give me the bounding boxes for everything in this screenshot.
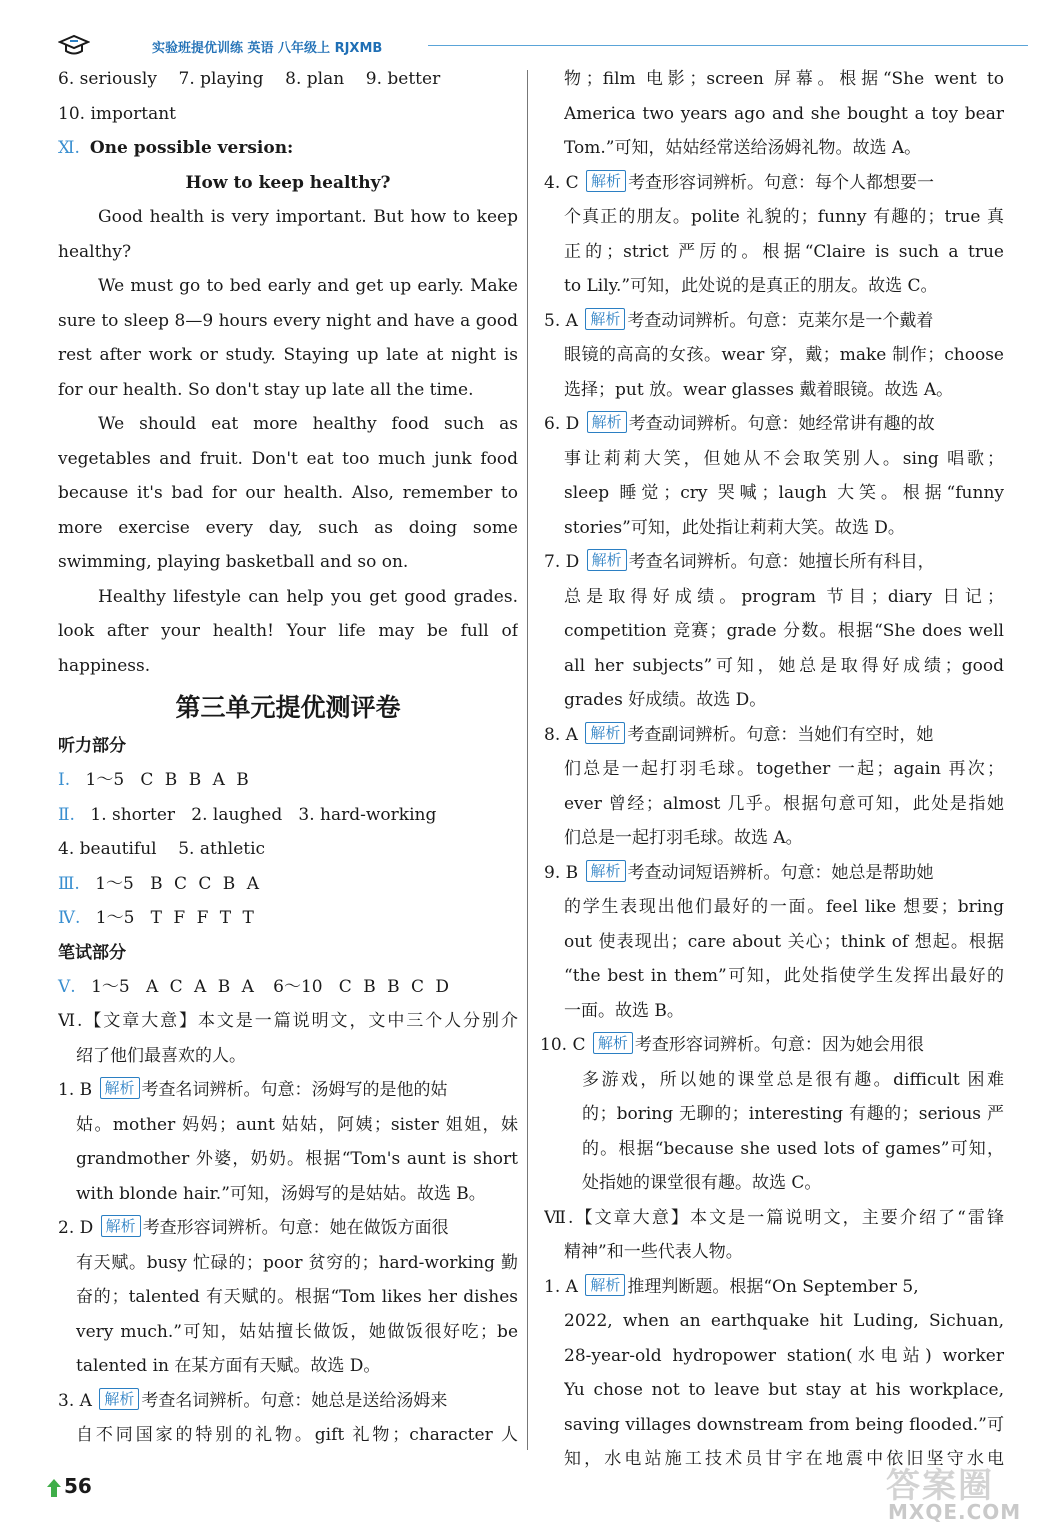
text-line: 28-year-old hydropower station(水电站) worker xyxy=(564,1345,1004,1366)
question-number: 5. A xyxy=(544,310,578,331)
question-9 xyxy=(544,856,1004,1029)
watermark-url: MXQE.COM xyxy=(888,1500,1022,1524)
watermark-logo xyxy=(884,1456,1034,1526)
question-1 xyxy=(58,1073,518,1211)
section-iv xyxy=(58,901,518,936)
text-line: vegetables and fruit. Don't eat too much junk food xyxy=(58,448,518,469)
roman-numeral: Ⅳ. xyxy=(58,908,81,928)
analysis-tag: 解析 xyxy=(585,308,625,330)
section-xi xyxy=(58,131,518,166)
page-header xyxy=(50,30,1030,60)
answer-item: 4. beautiful xyxy=(58,839,157,859)
text-line: 的。根据“because she used lots of games”可知， xyxy=(582,1138,1004,1159)
text-line: 2022, when an earthquake hit Luding, Sichuan, xyxy=(564,1311,1004,1331)
text-line: 眼镜的高高的女孩。wear 穿，戴；make 制作；choose xyxy=(564,345,1004,365)
question-10 xyxy=(540,1028,1004,1201)
text-line: to Lily.”可知，此处说的是真正的朋友。故选 C。 xyxy=(564,276,938,296)
analysis-tag: 解析 xyxy=(593,1032,633,1054)
text-line: all her subjects”可知，她总是取得好成绩；good xyxy=(564,655,1004,676)
analysis-tag: 解析 xyxy=(587,549,627,571)
text-line: saving villages downstream from being flooded.”可 xyxy=(564,1414,1004,1435)
text-line: rest after work or study. Staying up late at night is xyxy=(58,345,518,365)
answer-line: 10. important xyxy=(58,103,176,124)
analysis-tag: 解析 xyxy=(585,722,625,744)
graduation-cap-icon xyxy=(58,34,90,56)
text-line: America two years ago and she bought a toy bear xyxy=(564,103,1004,124)
text-line: 选择；put 放。wear glasses 戴着眼镜。故选 A。 xyxy=(564,379,954,400)
analysis-tag: 解析 xyxy=(587,411,627,433)
text-line: 考查名词辨析。句意：她总是送给汤姆来 xyxy=(141,1390,448,1411)
text-line: with blonde hair.”可知，汤姆写的是姑姑。故选 B。 xyxy=(76,1183,486,1204)
text-line: 的学生表现出他们最好的一面。feel like 想要；bring xyxy=(564,897,1004,917)
question-number: 7. D xyxy=(544,552,580,572)
answer-item: 3. hard-working xyxy=(298,804,437,825)
text-line: 考查形容词辨析。句意：每个人都想要一 xyxy=(628,172,935,193)
left-column xyxy=(58,62,518,1453)
text-line: competition 竞赛；grade 分数。根据“She does well xyxy=(564,621,1004,641)
text-line: stories”可知，此处指让莉莉大笑。故选 D。 xyxy=(564,517,905,538)
text-line: look after your health! Your life may be full of xyxy=(58,621,518,641)
up-arrow-icon xyxy=(46,1478,62,1498)
question-number: 6. D xyxy=(544,414,580,434)
reading-question-1 xyxy=(544,1270,1004,1477)
text-line: out 使表现出；care about 关心；think of 想起。根据 xyxy=(564,931,1004,952)
text-line: 考查形容词辨析。句意：她在做饭方面很 xyxy=(142,1218,449,1238)
answer-item: 1. shorter xyxy=(90,804,176,825)
question-5 xyxy=(544,304,1004,408)
answer-range: 1～5 xyxy=(91,976,130,997)
text-line: talented in 在某方面有天赋。故选 D。 xyxy=(76,1356,381,1376)
answer-item: 2. laughed xyxy=(191,804,283,825)
watermark-text: 答案圈 xyxy=(886,1466,994,1506)
question-number: 1. B xyxy=(58,1080,93,1100)
text-line: 物；film 电影；screen 屏幕。根据“She went to xyxy=(564,69,1004,89)
question-number: 8. A xyxy=(544,724,578,745)
text-line: 考查动词辨析。句意：克莱尔是一个戴着 xyxy=(627,310,934,331)
written-heading: 笔试部分 xyxy=(58,942,126,963)
text-line: grades 好成绩。故选 D。 xyxy=(564,690,767,710)
text-line: Tom.”可知，姑姑经常送给汤姆礼物。故选 A。 xyxy=(564,138,922,158)
question-number: 9. B xyxy=(544,862,579,883)
text-line: 处指她的课堂很有趣。故选 C。 xyxy=(582,1173,822,1193)
text-line: Healthy lifestyle can help you get good grades. xyxy=(98,586,518,607)
essay-paragraph xyxy=(58,407,518,580)
header-rule xyxy=(428,45,1028,46)
text-line: happiness. xyxy=(58,655,151,676)
question-7 xyxy=(544,545,1004,718)
question-number: 3. A xyxy=(58,1390,92,1411)
answer-key: C B B C D xyxy=(338,976,453,997)
section-label: One possible version: xyxy=(89,138,294,158)
text-line: 考查副词辨析。句意：当她们有空时，她 xyxy=(627,724,934,745)
question-number: 2. D xyxy=(58,1218,94,1238)
page-number: 56 xyxy=(64,1474,92,1498)
essay-paragraph xyxy=(58,269,518,407)
roman-numeral: Ⅲ. xyxy=(58,873,80,894)
text-line: for our health. So don't stay up late all the time. xyxy=(58,379,474,400)
text-line: swimming, playing basketball and so on. xyxy=(58,552,409,572)
section-v xyxy=(58,970,518,1005)
text-line: 姑。mother 妈妈；aunt 姑姑，阿姨；sister 姐姐，妹 xyxy=(76,1114,518,1135)
question-number: 4. C xyxy=(544,172,579,193)
analysis-tag: 解析 xyxy=(99,1388,139,1410)
question-number: 10. C xyxy=(540,1035,586,1055)
answer-key: T F F T T xyxy=(150,908,257,928)
unit-title: 第三单元提优测评卷 xyxy=(175,693,401,722)
text-line: We should eat more healthy food such as xyxy=(98,414,518,434)
answer-key: A C A B A xyxy=(145,976,257,997)
answer-range: 1～5 xyxy=(85,770,125,790)
text-line: 个真正的朋友。polite 礼貌的；funny 有趣的；true 真 xyxy=(564,207,1004,227)
text-line: 们总是一起打羽毛球。together 一起；again 再次； xyxy=(564,759,1004,779)
text-line: 的；boring 无聊的；interesting 有趣的；serious 严 xyxy=(582,1104,1004,1124)
text-line: “the best in them”可知，此处指使学生发挥出最好的 xyxy=(564,966,1004,986)
page-footer xyxy=(44,1470,104,1506)
text-line: 推理判断题。根据“On September 5, xyxy=(627,1276,919,1297)
text-line: Good health is very important. But how to keep xyxy=(98,207,518,227)
text-line: 考查名词辨析。句意：她擅长所有科目， xyxy=(628,552,935,572)
text-line: 考查动词短语辨析。句意：她总是帮助她 xyxy=(627,862,934,883)
text-line: 知，水电站施工技术员甘宇在地震中依旧坚守水电 xyxy=(564,1449,1004,1469)
text-line: 正的；strict 严厉的。根据“Claire is such a true xyxy=(564,241,1004,262)
answer-line xyxy=(58,832,518,867)
answer-line xyxy=(58,62,518,97)
answer-range: 1～5 xyxy=(95,873,134,894)
section-vi-intro: Ⅵ.【文章大意】本文是一篇说明文，文中三个人分别介 xyxy=(58,1011,518,1031)
text-line: because it's bad for our health. Also, remember to xyxy=(58,483,518,503)
text-line: 事让莉莉大笑，但她从不会取笑别人。sing 唱歌； xyxy=(564,448,1004,469)
text-line: Yu chose not to leave but stay at his workplace, xyxy=(564,1380,1004,1400)
answer-key: B C C B A xyxy=(150,873,262,894)
answer-item: 7. playing xyxy=(178,69,264,89)
section-iii xyxy=(58,867,518,902)
right-column xyxy=(540,62,1004,1477)
text-line: 考查动词辨析。句意：她经常讲有趣的故 xyxy=(628,414,935,434)
section-i xyxy=(58,763,518,798)
section-vii-intro: 精神”和一些代表人物。 xyxy=(564,1242,743,1262)
text-line: more exercise every day, such as doing some xyxy=(58,517,518,538)
text-line: sleep 睡觉；cry 哭喊；laugh 大笑。根据“funny xyxy=(564,483,1004,503)
analysis-tag: 解析 xyxy=(100,1077,140,1099)
question-6 xyxy=(544,407,1004,545)
analysis-tag: 解析 xyxy=(585,1274,625,1296)
text-line: 考查名词辨析。句意：汤姆写的是他的姑 xyxy=(141,1080,448,1100)
question-3-continued xyxy=(564,62,1004,166)
section-vi-intro: 绍了他们最喜欢的人。 xyxy=(76,1045,246,1066)
essay-paragraph xyxy=(58,200,518,269)
text-line: 们总是一起打羽毛球。故选 A。 xyxy=(564,828,803,848)
answer-item: 9. better xyxy=(365,69,441,89)
roman-numeral: Ⅴ. xyxy=(58,976,76,997)
analysis-tag: 解析 xyxy=(586,860,626,882)
text-line: 自不同国家的特别的礼物。gift 礼物；character 人 xyxy=(76,1425,518,1445)
question-4 xyxy=(544,166,1004,304)
question-3 xyxy=(58,1384,518,1453)
answer-item: 8. plan xyxy=(285,69,345,89)
text-line: 有天赋。busy 忙碌的；poor 贫穷的；hard-working 勤 xyxy=(76,1252,518,1273)
answer-item: 6. seriously xyxy=(58,69,157,89)
header-title: 实验班提优训练 英语 八年级上 RJXMB xyxy=(152,41,383,56)
text-line: very much.”可知，姑姑擅长做饭，她做饭很好吃；be xyxy=(76,1321,518,1342)
text-line: 多游戏，所以她的课堂总是很有趣。difficult 困难 xyxy=(582,1069,1004,1090)
text-line: 考查形容词辨析。句意：因为她会用很 xyxy=(634,1035,924,1055)
answer-key: C B B A B xyxy=(140,770,252,790)
section-ii xyxy=(58,798,518,833)
answer-item: 5. athletic xyxy=(178,839,266,859)
listening-heading: 听力部分 xyxy=(58,736,126,756)
text-line: 一面。故选 B。 xyxy=(564,1000,684,1021)
question-2 xyxy=(58,1211,518,1384)
answer-range: 6～10 xyxy=(273,976,323,997)
section-vii-intro: Ⅶ.【文章大意】本文是一篇说明文，主要介绍了“雷锋 xyxy=(544,1207,1004,1228)
question-number: 1. A xyxy=(544,1276,578,1297)
essay-paragraph xyxy=(58,580,518,684)
analysis-tag: 解析 xyxy=(101,1215,141,1237)
text-line: grandmother 外婆，奶奶。根据“Tom's aunt is short xyxy=(76,1149,518,1169)
text-line: 总是取得好成绩。program 节目；diary 日记； xyxy=(564,586,1004,607)
essay-title: How to keep healthy? xyxy=(185,172,391,193)
column-divider xyxy=(527,70,528,1450)
text-line: sure to sleep 8—9 hours every night and have a good xyxy=(58,310,518,331)
text-line: healthy? xyxy=(58,241,132,262)
roman-numeral: Ⅰ. xyxy=(58,770,71,790)
question-8 xyxy=(544,718,1004,856)
text-line: We must go to bed early and get up early. Make xyxy=(98,276,518,296)
roman-numeral: Ⅺ. xyxy=(58,138,80,158)
answer-range: 1～5 xyxy=(95,908,135,928)
analysis-tag: 解析 xyxy=(586,170,626,192)
text-line: ever 曾经；almost 几乎。根据句意可知，此处是指她 xyxy=(564,793,1004,814)
roman-numeral: Ⅱ. xyxy=(58,804,75,825)
text-line: 奋的；talented 有天赋的。根据“Tom likes her dishes xyxy=(76,1287,518,1307)
